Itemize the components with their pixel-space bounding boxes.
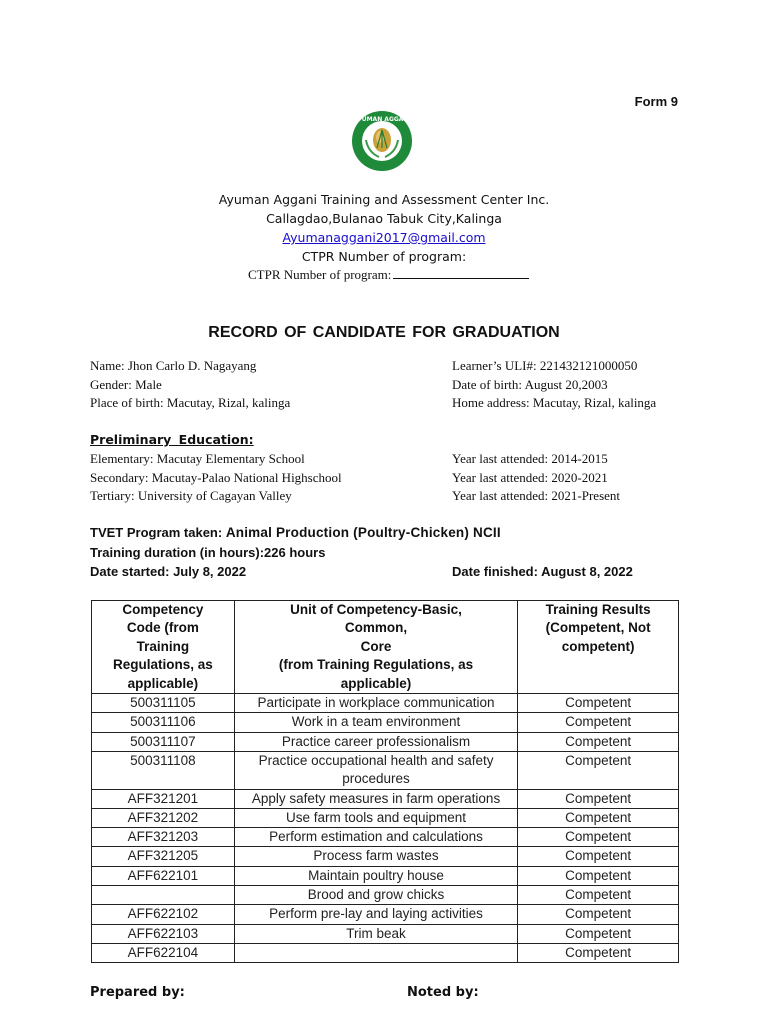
- cell-result: Competent: [518, 713, 679, 732]
- cell-unit: Practice occupational health and safety procedures: [234, 751, 517, 789]
- cell-result: Competent: [518, 943, 679, 962]
- tvet-program-value: Animal Production (Poultry-Chicken) NCII: [225, 525, 501, 540]
- education-schools: [90, 450, 342, 506]
- cell-unit: Participate in workplace communication: [234, 694, 517, 713]
- cell-unit: Use farm tools and equipment: [234, 808, 517, 827]
- cell-code: AFF622103: [92, 924, 235, 943]
- cell-unit: Maintain poultry house: [234, 866, 517, 885]
- cell-code: AFF321203: [92, 828, 235, 847]
- cell-result: Competent: [518, 886, 679, 905]
- ctpr-number-label-2: CTPR Number of program:: [248, 267, 392, 282]
- tvet-program: [90, 525, 501, 540]
- form-number: Form 9: [634, 94, 678, 109]
- cell-result: Competent: [518, 789, 679, 808]
- cell-result: Competent: [518, 694, 679, 713]
- candidate-place-of-birth: Place of birth: Macutay, Rizal, kalinga: [90, 395, 291, 410]
- candidate-info-left: [90, 357, 290, 413]
- cell-code: 500311108: [92, 751, 235, 789]
- ayuman-aggani-logo-icon: [351, 110, 413, 172]
- cell-result: Competent: [518, 828, 679, 847]
- candidate-name: Name: Jhon Carlo D. Nagayang: [90, 358, 257, 373]
- date-finished: Date finished: August 8, 2022: [452, 564, 633, 579]
- cell-unit: Brood and grow chicks: [234, 886, 517, 905]
- header-unit-of-competency: Unit of Competency-Basic, Common, Core (from Training Regulations, as applicable): [234, 601, 517, 694]
- page-title: RECORD OF CANDIDATE FOR GRADUATION: [208, 324, 560, 341]
- cell-code: AFF622101: [92, 866, 235, 885]
- cell-code: AFF321202: [92, 808, 235, 827]
- education-secondary: Secondary: Macutay-Palao National Highschool: [90, 469, 342, 485]
- noted-by-label: Noted by:: [407, 985, 479, 1000]
- email-text[interactable]: Ayumanaggani2017@gmail.com: [282, 230, 486, 245]
- header-training-results: Training Results (Competent, Not competent): [518, 601, 679, 694]
- organization-address: Callagdao,Bulanao Tabuk City,Kalinga: [266, 211, 502, 226]
- candidate-gender: Gender: Male: [90, 376, 162, 392]
- table-row: [92, 866, 679, 885]
- ctpr-number-label: CTPR Number of program:: [301, 249, 467, 264]
- cell-result: Competent: [518, 847, 679, 866]
- tvet-program-label: TVET Program taken:: [90, 525, 226, 540]
- cell-code: AFF321201: [92, 789, 235, 808]
- cell-code: AFF622104: [92, 943, 235, 962]
- cell-result: Competent: [518, 808, 679, 827]
- cell-result: Competent: [518, 905, 679, 924]
- cell-code: [92, 886, 235, 905]
- cell-unit: Work in a team environment: [234, 713, 517, 732]
- organization-email-link[interactable]: [0, 230, 768, 245]
- cell-code: AFF321205: [92, 847, 235, 866]
- table-header-row: [92, 601, 679, 694]
- table-row: [92, 886, 679, 905]
- candidate-home-address: Home address: Macutay, Rizal, kalinga: [452, 395, 657, 410]
- table-row: [92, 905, 679, 924]
- education-secondary-year: Year last attended: 2020-2021: [452, 469, 608, 485]
- education-elementary: Elementary: Macutay Elementary School: [90, 451, 305, 466]
- organization-name: Ayuman Aggani Training and Assessment Center Inc.: [218, 192, 550, 207]
- table-row: [92, 713, 679, 732]
- candidate-date-of-birth: Date of birth: August 20,2003: [452, 376, 608, 392]
- candidate-info-right: [452, 357, 656, 413]
- education-elementary-year: Year last attended: 2014-2015: [452, 451, 608, 466]
- date-started: Date started: July 8, 2022: [90, 564, 247, 579]
- cell-code: 500311105: [92, 694, 235, 713]
- table-row: [92, 847, 679, 866]
- table-row: [92, 924, 679, 943]
- preliminary-education-heading: Preliminary Education:: [90, 432, 254, 447]
- cell-result: Competent: [518, 866, 679, 885]
- cell-unit: Trim beak: [234, 924, 517, 943]
- prepared-by-label: Prepared by:: [90, 985, 185, 1000]
- cell-unit: Process farm wastes: [234, 847, 517, 866]
- cell-result: Competent: [518, 751, 679, 789]
- table-row: [92, 828, 679, 847]
- table-row: [92, 789, 679, 808]
- ctpr-number-field: [248, 266, 529, 283]
- education-years: [452, 450, 620, 506]
- cell-code: 500311106: [92, 713, 235, 732]
- ctpr-blank-line: [393, 266, 529, 279]
- training-duration: Training duration (in hours):226 hours: [90, 545, 326, 560]
- competency-table: [91, 600, 679, 963]
- education-tertiary: Tertiary: University of Cagayan Valley: [90, 488, 292, 503]
- candidate-uli: Learner’s ULI#: 221432121000050: [452, 358, 638, 373]
- cell-unit: Perform estimation and calculations: [234, 828, 517, 847]
- table-row: [92, 751, 679, 789]
- cell-unit: [234, 943, 517, 962]
- table-row: [92, 808, 679, 827]
- cell-result: Competent: [518, 924, 679, 943]
- cell-code: AFF622102: [92, 905, 235, 924]
- cell-unit: Practice career professionalism: [234, 732, 517, 751]
- svg-text:AYUMAN AGGANI: AYUMAN AGGANI: [353, 116, 411, 123]
- cell-unit: Perform pre-lay and laying activities: [234, 905, 517, 924]
- education-tertiary-year: Year last attended: 2021-Present: [452, 488, 621, 503]
- cell-unit: Apply safety measures in farm operations: [234, 789, 517, 808]
- table-row: [92, 732, 679, 751]
- cell-code: 500311107: [92, 732, 235, 751]
- header-competency-code: Competency Code (from Training Regulations, as applicable): [92, 601, 235, 694]
- table-row: [92, 943, 679, 962]
- cell-result: Competent: [518, 732, 679, 751]
- table-row: [92, 694, 679, 713]
